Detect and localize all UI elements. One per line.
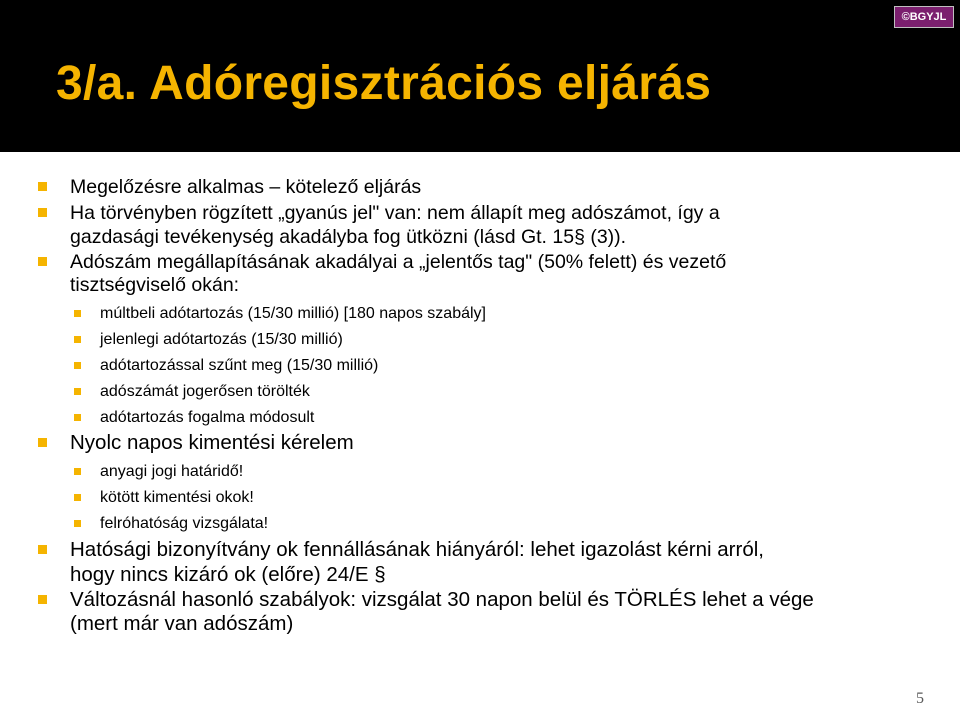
bullet-text: Megelőzésre alkalmas – kötelező eljárás [70, 176, 422, 198]
page-number: 5 [916, 690, 924, 707]
bullet-text: Nyolc napos kimentési kérelem [70, 431, 354, 454]
bullet-text: Ha törvényben rögzített „gyanús jel" van: nem állapít meg adószámot, így a [70, 202, 720, 224]
sub-bullet-text: adótartozással szűnt meg (15/30 millió) [100, 357, 379, 374]
sub-bullet-marker-icon [74, 468, 81, 475]
bullet-marker-icon [38, 595, 47, 604]
bullet-text-continued: hogy nincs kizáró ok (előre) 24/E § [70, 563, 386, 586]
bullet-text: Hatósági bizonyítvány ok fennállásának hiányáról: lehet igazolást kérni arról, [70, 538, 764, 561]
sub-bullet-marker-icon [74, 414, 81, 421]
sub-bullet-marker-icon [74, 362, 81, 369]
sub-bullet-marker-icon [74, 388, 81, 395]
bullet-text-continued: tisztségviselő okán: [70, 274, 240, 296]
sub-bullet-text: adószámát jogerősen törölték [100, 383, 310, 400]
sub-bullet-text: adótartozás fogalma módosult [100, 409, 315, 426]
sub-bullet-text: jelenlegi adótartozás (15/30 millió) [100, 331, 343, 348]
bullet-text-continued: gazdasági tevékenység akadályba fog ütközni (lásd Gt. 15§ (3)). [70, 226, 627, 248]
bullet-text-continued: (mert már van adószám) [70, 612, 294, 635]
sub-bullet-text: kötött kimentési okok! [100, 489, 254, 506]
copyright-badge: ©BGYJL [894, 6, 954, 28]
sub-bullet-marker-icon [74, 520, 81, 527]
sub-bullet-marker-icon [74, 336, 81, 343]
bullet-marker-icon [38, 182, 47, 191]
bullet-marker-icon [38, 438, 47, 447]
bullet-text: Adószám megállapításának akadályai a „jelentős tag" (50% felett) és vezető [70, 251, 727, 273]
bullet-text: Változásnál hasonló szabályok: vizsgálat 30 napon belül és TÖRLÉS lehet a vége [70, 588, 814, 611]
bullet-marker-icon [38, 545, 47, 554]
sub-bullet-text: anyagi jogi határidő! [100, 463, 244, 480]
sub-bullet-marker-icon [74, 310, 81, 317]
bullet-marker-icon [38, 208, 47, 217]
bullet-marker-icon [38, 257, 47, 266]
page-title: 3/a. Adóregisztrációs eljárás [56, 57, 712, 110]
sub-bullet-text: múltbeli adótartozás (15/30 millió) [180 napos szabály] [100, 305, 486, 322]
sub-bullet-text: felróhatóság vizsgálata! [100, 515, 269, 532]
sub-bullet-marker-icon [74, 494, 81, 501]
